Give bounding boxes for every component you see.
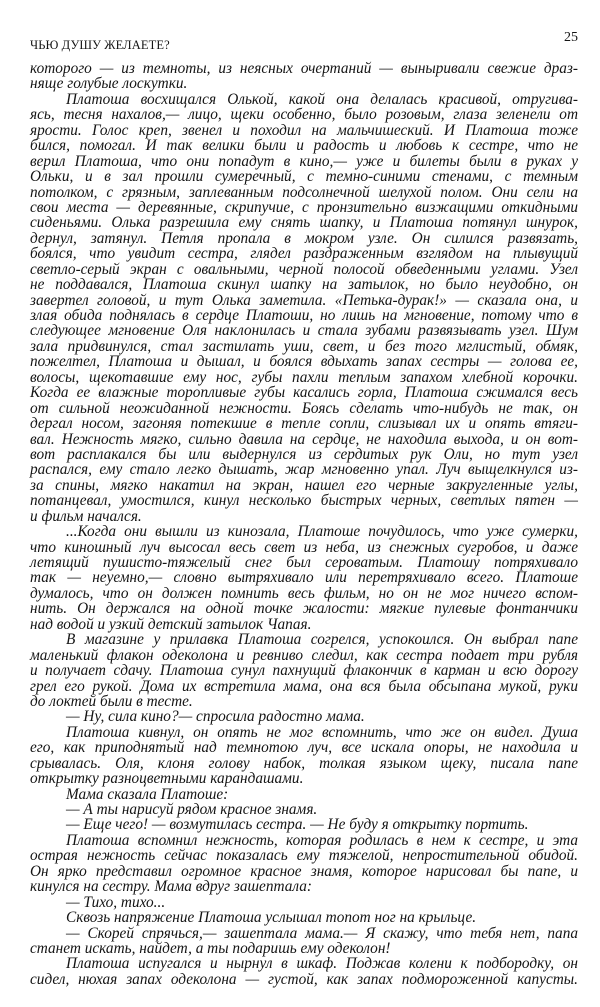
text-line: грел его рукой. Дома их встретила мама, она вся была обсыпана мукой, руки [30, 677, 578, 695]
text-line: дернул, затянул. Петля пропала в мокром узле. Он силился развязать, [30, 229, 578, 247]
text-line: сидел, нюхая запах одеколона — густой, как запах подмороженной капусты. [30, 970, 578, 988]
text-line: что киношный луч высосал весь свет из неба, из снежных сугробов, и даже [30, 538, 578, 556]
text-line: потанцевал, умостился, кинул несколько быстрых черных, светлых пятен — [30, 492, 578, 510]
text-line: светло-серый экран с овальными, черной полосой обведенными углами. Узел [30, 260, 578, 278]
text-line: Платоша испугался и нырнул в шкаф. Поджав колени к подбородку, он [66, 955, 578, 973]
text-line: боялся, что увидит сестра, глядел раздраженным взглядом на плывущий [30, 245, 578, 263]
text-line: завертел головой, и тут Олька заметила. «Петька-дурак!» — сказала она, и [30, 291, 578, 309]
text-line: и получает сдачу. Платоша сунул пахнущий флакончик в карман и всю дорогу [30, 662, 578, 680]
text-line: открытку разноцветными карандашами. [30, 770, 304, 788]
paragraph [30, 632, 578, 709]
page-header [30, 30, 578, 50]
text-line: до локтей были в тесте. [30, 692, 193, 710]
text-line: зала придвинулся, стал застилать уши, свет, и без того мглистый, обмяк, [30, 337, 578, 355]
paragraph [30, 926, 578, 957]
text-line: Платоша вспомнил нежность, которая родилась в нем к сестре, и эта [66, 831, 578, 849]
text-line: маленький флакон одеколона и ревниво следил, как сестра подает три рубля [30, 646, 578, 664]
text-line: вал. Нежность мягко, сильно давила на сердце, не находила выхода, и он вот- [30, 430, 578, 448]
text-line: ясь, тесня нахалов,— лицо, щеки особенно, было розовым, глаза зеленели от [30, 106, 578, 124]
paragraph [30, 709, 578, 724]
text-line: кинулся на сестру. Мама вдруг зашептала: [30, 878, 312, 896]
text-line: летящий пушисто-тяжелый снег был сероватым. Платошу потряхивало [30, 554, 578, 571]
text-line: и фильм начался. [30, 507, 142, 525]
text-line: — Тихо, тихо... [66, 893, 166, 911]
text-line: бился, помогал. И так велики были и радость и любовь к сестре, что не [30, 137, 578, 155]
text-line: следующее мгновение Оля наклонилась и стала зубами развязывать узел. Шум [30, 322, 578, 340]
text-line: от сильной неожиданной нежности. Боясь сделать что-нибудь не так, он [30, 399, 578, 417]
paragraph [30, 92, 578, 524]
text-line: — А ты нарисуй рядом красное знамя. [66, 801, 318, 818]
text-line: над водой и узкий детский затылок Чапая. [30, 615, 312, 633]
text-line: срывалась. Оля, клоня голову набок, толкая языком щеку, писала папе [30, 754, 578, 772]
text-line: острая нежность сейчас показалась ему тяжелой, непростительной обидой. [30, 847, 578, 865]
text-line: волосы, щекотавшие ему нос, губы пахли теплым запахом хлебной корочки. [30, 368, 578, 386]
text-line: которого — из темноты, из неясных очертаний — выныривали свежие драз- [30, 60, 578, 77]
paragraph [30, 802, 578, 817]
paragraph [30, 910, 578, 925]
paragraph [30, 956, 578, 987]
paragraph [30, 524, 578, 632]
text-line: вот расплакался бы или выдернулся из сердитых рук Оли, но тут узел [30, 445, 578, 463]
text-line: сиденьями. Олька разрешила ему снять шапку, и Платоша потянул шнурок, [30, 214, 578, 232]
text-line: — Еще чего! — возмутилась сестра. — Не буду я открытку портить. [66, 816, 529, 834]
text-line: Сквозь напряжение Платоша услышал топот ног на крыльце. [66, 909, 477, 927]
text-line: верил Платоша, что они попадут в кино,— уже и билеты были в руках у [30, 152, 578, 170]
text-line: Мама сказала Платоше: [66, 785, 229, 803]
text-line: станет искать, найдет, а ты подаришь ему одеколон! [30, 939, 391, 957]
paragraph [30, 787, 578, 802]
text-line: не поддавался, Платоша скинул шапку на затылок, но было неудобно, он [30, 276, 578, 294]
text-line: ...Когда они вышли из кинозала, Платоше почудилось, что уже сумерки, [66, 523, 578, 541]
text-line: Платоша кивнул, он опять не мог вспомнить, что же он видел. Душа [66, 723, 578, 741]
text-line: — Ну, сила кино?— спросила радостно мама. [66, 708, 365, 726]
text-line: — Скорей спрячься,— зашептала мама.— Я скажу, что тебя нет, папа [66, 924, 578, 942]
paragraph [30, 61, 578, 92]
text-line: потолком, с грязным, заплеванным подсолнечной шелухой полом. Они сели на [30, 183, 578, 201]
text-line: няще голубые лоскутки. [30, 75, 188, 93]
paragraph [30, 833, 578, 895]
page-number: 25 [564, 30, 578, 45]
text-line: Он ярко представил огромное красное знамя, которое нарисовал бы папе, и [30, 862, 578, 880]
text-line: В магазине у прилавка Платоша согрелся, успокоился. Он выбрал папе [66, 631, 578, 649]
text-line: распался, ему стало легко дышать, жар мгновенно упал. Луч выщелкнулся из- [30, 461, 578, 479]
text-line: дергал носом, загоняя потекшие в тепле сопли, слизывал их и опять втяги- [30, 415, 578, 433]
text-line: злая обида поднялась в сердце Платоши, но лишь на мгновение, потому что в [30, 307, 578, 324]
text-line: свои места — деревянные, скрипучие, с пронзительно визжащими откидными [30, 198, 578, 216]
text-line: Ольки, и в зал прошли сумеречный, с темно-синими стенами, с темным [30, 168, 578, 186]
text-line: так — неуемно,— словно вытряхивало или перетряхивало всего. Платоше [30, 569, 578, 587]
text-line: пожелтел, Платоша и дышал, и боялся вдыхать запах сестры — голова ее, [30, 353, 578, 371]
text-line: Когда ее влажные торопливые губы касались горла, Платоша сжимался весь [30, 384, 578, 402]
paragraph [30, 725, 578, 787]
running-title: ЧЬЮ ДУШУ ЖЕЛАЕТЕ? [30, 38, 170, 52]
text-line: за спины, мягко накатил на экран, нашел его черные закругленные углы, [30, 476, 578, 494]
text-line: нить. Он держался на одной точке жалости: мягкие пулевые фонтанчики [30, 600, 578, 618]
paragraph [30, 895, 578, 910]
text-line: Платоша восхищался Олькой, какой она делалась красивой, отругива- [66, 90, 578, 108]
text-line: ярости. Голос креп, звенел и походил на мальчишеский. И Платоша тоже [30, 121, 578, 139]
text-line: его, как приподнятый над темнотою луч, все искала опоры, не находила и [30, 739, 578, 757]
text-line: думалось, что он должен помнить весь фильм, но он не мог ничего вспом- [30, 584, 578, 602]
paragraph [30, 817, 578, 832]
text-body [30, 61, 578, 987]
